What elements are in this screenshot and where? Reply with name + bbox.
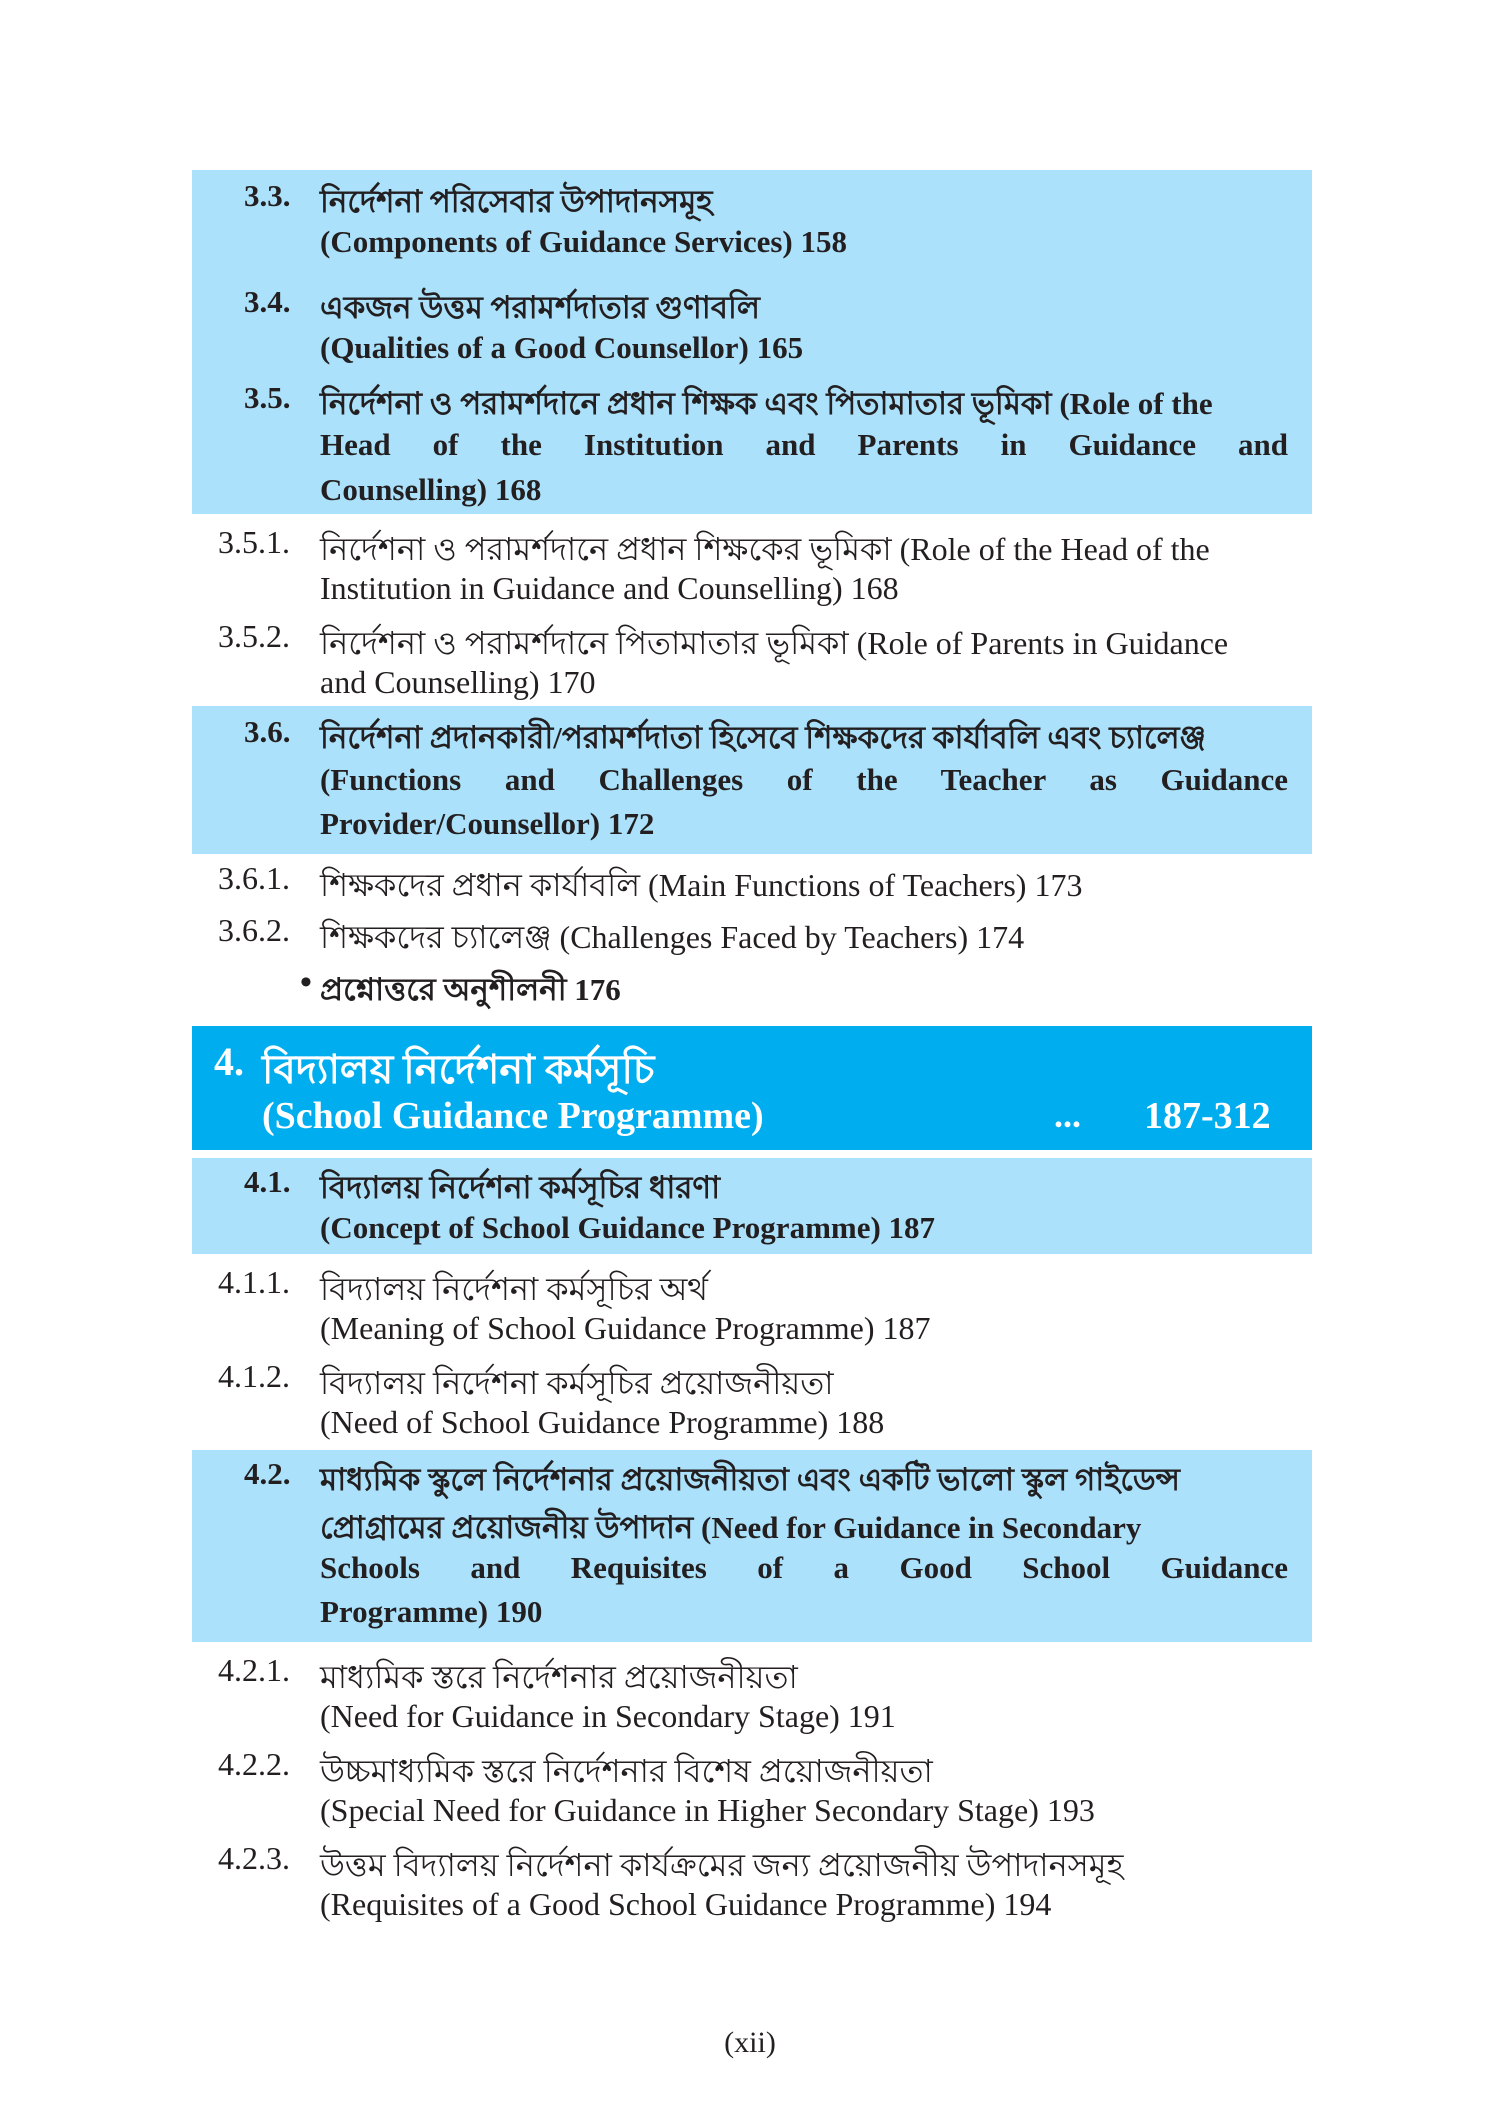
toc-entry-3-6 — [192, 706, 1312, 854]
entry-title-en: (Qualities of a Good Counsellor) 165 — [320, 330, 804, 365]
entry-number: 3.6. — [244, 714, 291, 749]
entry-number: 3.5.2. — [218, 618, 290, 654]
entry-title-bn: উত্তম বিদ্যালয় নির্দেশনা কার্যক্রমের জন্য প্রয়োজনীয় উপাদানসমূহ — [320, 1847, 1124, 1883]
entry-title-bn: বিদ্যালয় নির্দেশনা কর্মসূচির ধারণা — [320, 1170, 721, 1205]
entry-title-bn: বিদ্যালয় নির্দেশনা কর্মসূচির অর্থ — [320, 1271, 709, 1307]
entry-title-line: নির্দেশনা ও পরামর্শদানে পিতামাতার ভূমিকা (Role of Parents in Guidance — [320, 625, 1229, 661]
toc-entry-exercise — [192, 962, 1312, 1016]
entry-title-en: (Requisites of a Good School Guidance Programme) 194 — [320, 1886, 1052, 1922]
entry-title-line: Counselling) 168 — [320, 472, 542, 507]
chapter-dots: ... — [1054, 1095, 1081, 1135]
entry-number: 4.1.1. — [218, 1264, 290, 1300]
toc-entry-3-4 — [192, 276, 1312, 376]
entry-title-bn: একজন উত্তম পরামর্শদাতার গুণাবলি — [320, 290, 760, 325]
entry-number: 3.5.1. — [218, 524, 290, 560]
entry-title-line: প্রশ্নোত্তরে অনুশীলনী 176 — [320, 972, 621, 1007]
chapter-title-en: (School Guidance Programme) — [262, 1095, 764, 1137]
chapter-page-range: 187-312 — [1144, 1095, 1271, 1137]
toc-entry-3-5-2 — [192, 608, 1312, 704]
entry-number: 3.5. — [244, 380, 291, 415]
entry-title-en: (Components of Guidance Services) 158 — [320, 224, 847, 259]
entry-title-line: Head of the Institution and Parents in Guidance and — [320, 427, 1288, 462]
entry-number: 3.3. — [244, 178, 291, 213]
toc-entry-3-3 — [192, 170, 1312, 276]
page-number: (xii) — [724, 2026, 776, 2059]
entry-title-bn: নির্দেশনা পরিসেবার উপাদানসমূহ — [320, 184, 713, 219]
entry-title-line: Schools and Requisites of a Good School Guidance — [320, 1550, 1288, 1585]
entry-title-bn: উচ্চমাধ্যমিক স্তরে নির্দেশনার বিশেষ প্রয়োজনীয়তা — [320, 1753, 933, 1789]
entry-title-line: নির্দেশনা ও পরামর্শদানে প্রধান শিক্ষকের ভূমিকা (Role of the Head of the — [320, 531, 1210, 567]
entry-number: 4.1.2. — [218, 1358, 290, 1394]
entry-title-en: (Need of School Guidance Programme) 188 — [320, 1404, 885, 1440]
entry-number: 4.1. — [244, 1164, 291, 1199]
entry-title-bn: মাধ্যমিক স্তরে নির্দেশনার প্রয়োজনীয়তা — [320, 1659, 798, 1695]
entry-title-line: প্রোগ্রামের প্রয়োজনীয় উপাদান (Need for Guidance in Secondary — [320, 1510, 1142, 1545]
chapter-number: 4. — [214, 1039, 244, 1084]
entry-title-line: মাধ্যমিক স্কুলে নির্দেশনার প্রয়োজনীয়তা এবং একটি ভালো স্কুল গাইডেন্স — [320, 1462, 1181, 1497]
entry-title-line: (Functions and Challenges of the Teacher as Guidance — [320, 762, 1288, 797]
entry-title-line: Programme) 190 — [320, 1594, 543, 1629]
chapter-title-bn: বিদ্যালয় নির্দেশনা কর্মসূচি — [262, 1047, 655, 1092]
toc-entry-4-2 — [192, 1450, 1312, 1642]
entry-number: 3.6.1. — [218, 860, 290, 896]
toc-entry-4-2-2 — [192, 1738, 1312, 1832]
entry-number: 4.2.1. — [218, 1652, 290, 1688]
entry-number: 3.4. — [244, 284, 291, 319]
entry-title-en: (Special Need for Guidance in Higher Secondary Stage) 193 — [320, 1792, 1095, 1828]
toc-entry-3-6-1 — [192, 856, 1312, 906]
toc-entry-4-2-1 — [192, 1644, 1312, 1738]
entry-title-line: নির্দেশনা প্রদানকারী/পরামর্শদাতা হিসেবে শিক্ষকদের কার্যাবলি এবং চ্যালেঞ্জ — [320, 720, 1207, 755]
entry-title-en: (Concept of School Guidance Programme) 187 — [320, 1210, 936, 1245]
entry-title-line: নির্দেশনা ও পরামর্শদানে প্রধান শিক্ষক এবং পিতামাতার ভূমিকা (Role of the — [320, 386, 1213, 421]
entry-title-line: and Counselling) 170 — [320, 664, 596, 700]
toc-entry-4-1-2 — [192, 1350, 1312, 1446]
entry-title-en: (Meaning of School Guidance Programme) 187 — [320, 1310, 931, 1346]
toc-entry-3-6-2 — [192, 908, 1312, 958]
entry-number: 4.2.3. — [218, 1840, 290, 1876]
toc-entry-4-1 — [192, 1158, 1312, 1254]
entry-number: 4.2. — [244, 1456, 291, 1491]
entry-title-en: (Need for Guidance in Secondary Stage) 191 — [320, 1698, 896, 1734]
chapter-heading — [192, 1026, 1312, 1150]
entry-number: 3.6.2. — [218, 912, 290, 948]
toc-entry-4-1-1 — [192, 1256, 1312, 1350]
toc-entry-4-2-3 — [192, 1832, 1312, 1928]
entry-title-bn: বিদ্যালয় নির্দেশনা কর্মসূচির প্রয়োজনীয়তা — [320, 1365, 834, 1401]
entry-title-line: Provider/Counsellor) 172 — [320, 806, 655, 841]
entry-number: 4.2.2. — [218, 1746, 290, 1782]
entry-title-line: Institution in Guidance and Counselling) 168 — [320, 570, 899, 606]
toc-entry-3-5 — [192, 376, 1312, 514]
entry-title-line: শিক্ষকদের চ্যালেঞ্জ (Challenges Faced by Teachers) 174 — [320, 919, 1025, 955]
toc-entry-3-5-1 — [192, 514, 1312, 608]
bullet-icon: • — [300, 964, 312, 1001]
entry-title-line: শিক্ষকদের প্রধান কার্যাবলি (Main Functions of Teachers) 173 — [320, 867, 1083, 903]
